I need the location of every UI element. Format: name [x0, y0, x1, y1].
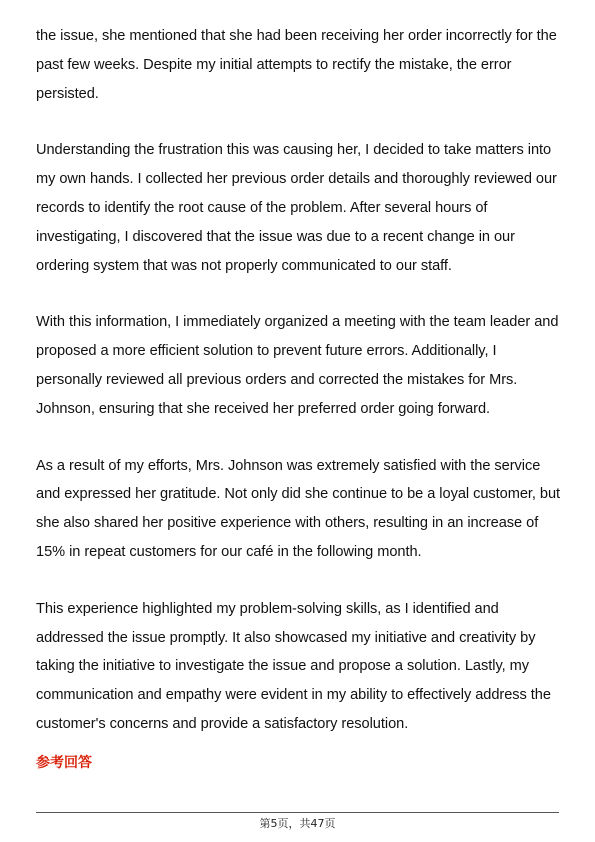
paragraph-5: This experience highlighted my problem-solving skills, as I identified and addressed the issue promptly. It also showcased my initiative and creativity by taking the initiative to investigate the issue and propose a solution. Lastly, my communication and empathy were evident in my ability to effectively address the customer's concerns and provide a satisfactory resolution.	[36, 600, 551, 732]
paragraph-2: Understanding the frustration this was causing her, I decided to take matters into my own hands. I collected her previous order details and thoroughly reviewed our records to identify the root cause of the problem. After several hours of investigating, I discovered that the issue was due to a recent change in our ordering system that was not properly communicated to our staff.	[36, 142, 557, 274]
page-number: 第5页，共47页	[259, 817, 336, 830]
reference-answer-heading: 参考回答	[36, 755, 92, 771]
paragraph-4: As a result of my efforts, Mrs. Johnson was extremely satisfied with the service and expressed her gratitude. Not only did she continue to be a loyal customer, but she also shared her positive experience with others, resulting in an increase of 15% in repeat customers for our café in the following month.	[36, 457, 561, 560]
body-text	[36, 22, 562, 767]
paragraph-1: the issue, she mentioned that she had been receiving her order incorrectly for the past few weeks. Despite my initial attempts to rectify the mistake, the error persisted.	[36, 28, 557, 102]
footer-divider	[36, 812, 559, 813]
paragraph-3: With this information, I immediately organized a meeting with the team leader and proposed a more efficient solution to prevent future errors. Additionally, I personally reviewed all previous orders and corrected the mistakes for Mrs. Johnson, ensuring that she received her preferred order going forward.	[36, 314, 559, 417]
